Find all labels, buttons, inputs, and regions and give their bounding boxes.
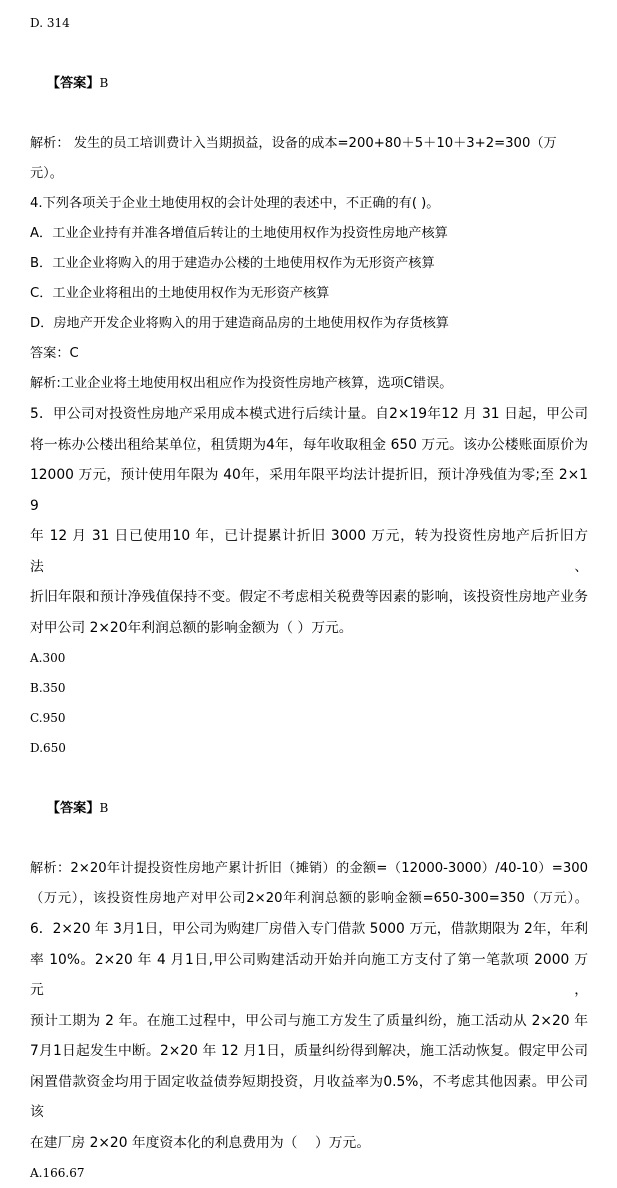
answer-label: 【答案】 [46, 801, 100, 816]
question-5-stem-line-6: 对甲公司 2×20年利润总额的影响金额为（ ）万元。 [30, 619, 353, 636]
question-6-stem-line-5: 闲置借款资金均用于固定收益债券短期投资，月收益率为0.5%，不考虑其他因素。甲公司该 [30, 1073, 588, 1120]
question-5-stem-line-3: 12000 万元，预计使用年限为 40年，采用年限平均法计提折旧，预计净残值为零;至 2×19 [30, 467, 588, 514]
question-4-option-a: A．工业企业持有并准各增值后转让的土地使用权作为投资性房地产核算 [30, 226, 448, 241]
question-5-answer-row [30, 763, 588, 854]
question-4-stem: 4.下列各项关于企业土地使用权的会计处理的表述中，不正确的有( )。 [30, 196, 440, 211]
question-5-option-a: A.300 [30, 651, 66, 665]
question-4-answer: 答案：C [30, 346, 79, 361]
question-6-stem-line-4: 7月1日起发生中断。2×20 年 12 月1日，质量纠纷得到解决，施工活动恢复。假定甲公司 [30, 1043, 588, 1059]
question-4-option-c: C．工业企业将租出的土地使用权作为无形资产核算 [30, 286, 330, 301]
question-5-explanation-line-2: （万元），该投资性房地产对甲公司2×20年利润总额的影响金额=650-300=350（万元）。 [30, 891, 588, 906]
question-5-option-c: C.950 [30, 711, 66, 725]
question-6-stem-line-2: 率 10%。2×20 年 4 月1日,甲公司购建活动开始并向施工方支付了第一笔款项 2000 万元， [30, 951, 588, 998]
question-4-option-b: B．工业企业将购入的用于建造办公楼的土地使用权作为无形资产核算 [30, 256, 435, 271]
question-5-option-d: D.650 [30, 741, 66, 755]
question-5-stem-line-4: 年 12 月 31 日已使用10 年，已计提累计折旧 3000 万元，转为投资性房地产后折旧方法、 [30, 528, 588, 575]
question-5-explanation-line-1: 解析：2×20年计提投资性房地产累计折旧（摊销）的金额=（12000-3000）/40-10）=300 [30, 861, 588, 876]
question-5-stem-line-2: 将一栋办公楼出租给某单位，租赁期为4年，每年收取租金 650 万元。该办公楼账面原价为 [30, 436, 588, 453]
question-4-option-d: D．房地产开发企业将购入的用于建造商品房的土地使用权作为存货核算 [30, 316, 449, 331]
question-6-stem-line-6: 在建厂房 2×20 年度资本化的利息费用为（ ）万元。 [30, 1134, 371, 1151]
question-3-explanation: 解析： 发生的员工培训费计入当期损益，设备的成本=200+80＋5＋10＋3+2=300（万元）。 [30, 136, 557, 181]
answer-value: B [99, 801, 109, 815]
question-3-answer-row [30, 38, 588, 129]
question-5-stem-line-5: 折旧年限和预计净残值保持不变。假定不考虑相关税费等因素的影响，该投资性房地产业务 [30, 589, 588, 605]
top-spacer [30, 0, 588, 8]
answer-label: 【答案】 [46, 76, 100, 91]
question-3-option-d: D. 314 [30, 16, 70, 30]
question-5-option-b: B.350 [30, 681, 66, 695]
answer-value: B [99, 76, 109, 90]
question-6-stem-line-1: 6．2×20 年 3月1日，甲公司为购建厂房借入专门借款 5000 万元，借款期限为 2年，年利 [30, 921, 588, 937]
question-4-explanation: 解析:工业企业将土地使用权出租应作为投资性房地产核算，选项C错误。 [30, 376, 453, 391]
question-6-stem-line-3: 预计工期为 2 年。在施工过程中，甲公司与施工方发生了质量纠纷，施工活动从 2×20 年 [30, 1012, 588, 1029]
question-6-option-a: A.166.67 [30, 1166, 85, 1180]
question-5-stem-line-1: 5．甲公司对投资性房地产采用成本模式进行后续计量。自2×19年12 月 31 日起，甲公司 [30, 406, 588, 422]
